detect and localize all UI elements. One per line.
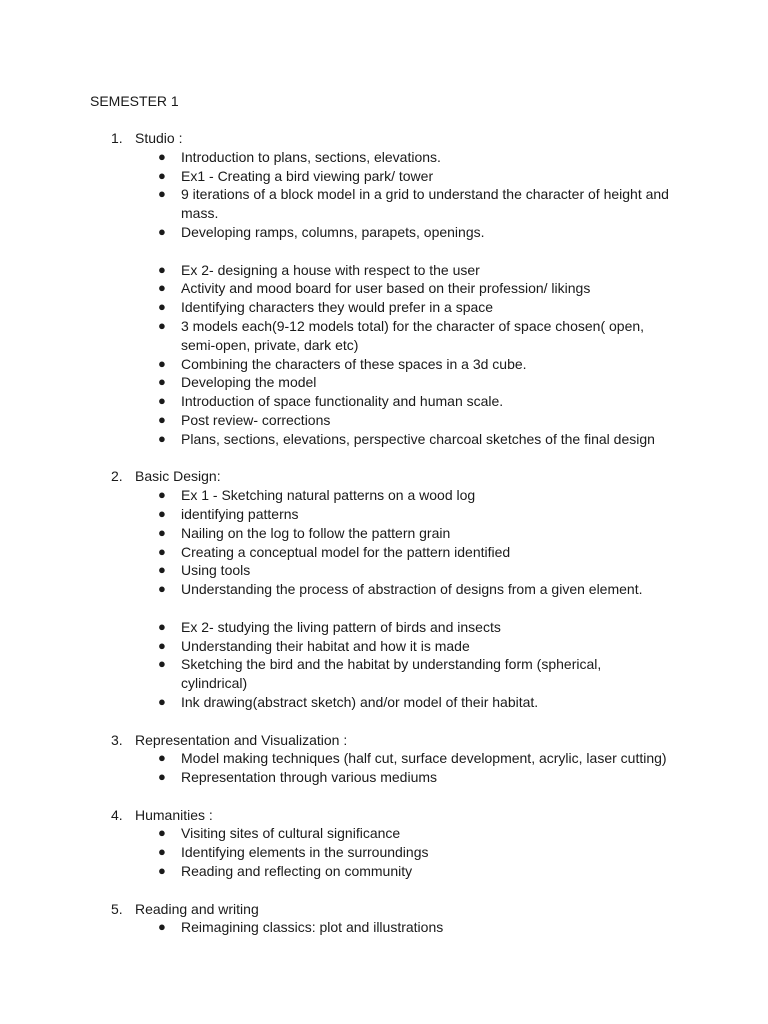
section-item — [0, 467, 768, 711]
list-item — [158, 543, 671, 562]
section-number: 5. — [111, 900, 123, 917]
bullet-icon: ● — [158, 543, 166, 559]
list-item — [158, 637, 671, 656]
section-title — [111, 731, 768, 750]
bullet-icon: ● — [158, 317, 166, 333]
bullet-icon: ● — [158, 637, 166, 653]
list-item — [158, 486, 671, 505]
list-item — [158, 411, 671, 430]
list-item — [158, 223, 671, 242]
bullet-icon: ● — [158, 581, 166, 597]
bullet-icon: ● — [158, 693, 166, 709]
section-item — [0, 731, 768, 787]
bullet-icon: ● — [158, 261, 166, 277]
list-item-text: Ink drawing(abstract sketch) and/or model of their habitat. — [181, 693, 539, 710]
list-item — [158, 261, 671, 280]
list-item — [158, 524, 671, 543]
list-item — [158, 618, 671, 637]
list-item — [158, 862, 671, 881]
list-item-text: Reimagining classics: plot and illustrations — [181, 919, 444, 936]
bullet-icon: ● — [158, 393, 166, 409]
list-item-text: Ex1 - Creating a bird viewing park/ tower — [181, 167, 434, 184]
bullet-icon: ● — [158, 411, 166, 427]
section-title-text: Basic Design: — [135, 468, 221, 485]
list-item-text: Combining the characters of these spaces in a 3d cube. — [181, 355, 527, 372]
list-item-text: Understanding their habitat and how it is made — [181, 637, 470, 654]
bullet-icon: ● — [158, 430, 166, 446]
section-number: 2. — [111, 468, 123, 485]
list-item — [158, 561, 671, 580]
list-item — [158, 768, 671, 787]
bullet-icon: ● — [158, 750, 166, 766]
list-item-text: Sketching the bird and the habitat by understanding form (spherical, cylindrical) — [181, 656, 602, 692]
list-item — [158, 843, 671, 862]
list-item — [158, 167, 671, 186]
list-item-text: Developing the model — [181, 374, 317, 391]
bullet-icon: ● — [158, 167, 166, 183]
section-title-text: Humanities : — [135, 806, 213, 823]
list-item-text: Nailing on the log to follow the pattern grain — [181, 524, 451, 541]
list-item-text: Reading and reflecting on community — [181, 863, 413, 880]
list-item — [158, 355, 671, 374]
bullet-icon: ● — [158, 524, 166, 540]
list-item — [158, 505, 671, 524]
bullet-group — [0, 148, 768, 242]
section-number: 4. — [111, 806, 123, 823]
section-item — [0, 806, 768, 881]
section-title — [111, 900, 768, 919]
section-number: 1. — [111, 130, 123, 146]
bullet-icon: ● — [158, 355, 166, 371]
list-item — [158, 918, 671, 937]
list-item-text: Ex 2- studying the living pattern of birds and insects — [181, 618, 501, 635]
bullet-icon: ● — [158, 299, 166, 315]
list-item — [158, 373, 671, 392]
section-item — [0, 129, 768, 449]
list-item-text: Introduction of space functionality and human scale. — [181, 393, 504, 410]
page-heading: SEMESTER 1 — [90, 93, 179, 109]
bullet-group — [0, 749, 768, 787]
list-item-text: Model making techniques (half cut, surface development, acrylic, laser cutting) — [181, 750, 667, 767]
list-item-text: Using tools — [181, 562, 251, 579]
bullet-icon: ● — [158, 769, 166, 785]
bullet-icon: ● — [158, 825, 166, 841]
bullet-icon: ● — [158, 844, 166, 860]
list-item — [158, 298, 671, 317]
list-item — [158, 655, 671, 693]
bullet-icon: ● — [158, 148, 166, 164]
bullet-group — [0, 918, 768, 937]
section-title-text: Studio : — [135, 130, 183, 146]
list-item — [158, 279, 671, 298]
list-item-text: Activity and mood board for user based on their profession/ likings — [181, 280, 591, 297]
bullet-icon: ● — [158, 562, 166, 578]
list-item-text: Identifying elements in the surroundings — [181, 844, 429, 861]
list-item — [158, 749, 671, 768]
bullet-icon: ● — [158, 186, 166, 202]
bullet-group — [0, 618, 768, 712]
list-item — [158, 693, 671, 712]
section-title-text: Reading and writing — [135, 900, 259, 917]
list-item-text: Representation through various mediums — [181, 769, 438, 786]
section-title — [111, 129, 768, 148]
bullet-icon: ● — [158, 223, 166, 239]
list-item — [158, 317, 671, 355]
list-item-text: Developing ramps, columns, parapets, openings. — [181, 223, 485, 240]
list-item-text: Visiting sites of cultural significance — [181, 825, 401, 842]
list-item-text: identifying patterns — [181, 505, 299, 522]
bullet-icon: ● — [158, 618, 166, 634]
list-item-text: Post review- corrections — [181, 411, 331, 428]
list-item — [158, 580, 671, 599]
list-item — [158, 185, 671, 223]
list-item — [158, 824, 671, 843]
list-item-text: Introduction to plans, sections, elevations. — [181, 148, 441, 165]
section-title-text: Representation and Visualization : — [135, 731, 348, 748]
bullet-icon: ● — [158, 374, 166, 390]
section-number: 3. — [111, 731, 123, 748]
list-item — [158, 148, 671, 167]
bullet-icon: ● — [158, 280, 166, 296]
list-item-text: Ex 2- designing a house with respect to the user — [181, 261, 480, 278]
bullet-icon: ● — [158, 863, 166, 879]
list-item — [158, 430, 671, 449]
section-list — [0, 129, 768, 956]
bullet-icon: ● — [158, 919, 166, 935]
list-item-text: 9 iterations of a block model in a grid to understand the character of height and mass. — [181, 186, 669, 222]
bullet-group — [0, 486, 768, 599]
bullet-group — [0, 824, 768, 880]
bullet-icon: ● — [158, 505, 166, 521]
list-item-text: Creating a conceptual model for the pattern identified — [181, 543, 511, 560]
bullet-group — [0, 261, 768, 449]
list-item-text: Ex 1 - Sketching natural patterns on a wood log — [181, 487, 476, 504]
list-item-text: Plans, sections, elevations, perspective charcoal sketches of the final design — [181, 430, 655, 447]
list-item-text: 3 models each(9-12 models total) for the character of space chosen( open, semi-open, private, dark etc) — [181, 317, 645, 353]
section-title — [111, 806, 768, 825]
bullet-icon: ● — [158, 656, 166, 672]
list-item-text: Understanding the process of abstraction of designs from a given element. — [181, 581, 643, 598]
section-item — [0, 900, 768, 938]
list-item — [158, 392, 671, 411]
section-title — [111, 467, 768, 486]
list-item-text: Identifying characters they would prefer in a space — [181, 299, 494, 316]
bullet-icon: ● — [158, 487, 166, 503]
